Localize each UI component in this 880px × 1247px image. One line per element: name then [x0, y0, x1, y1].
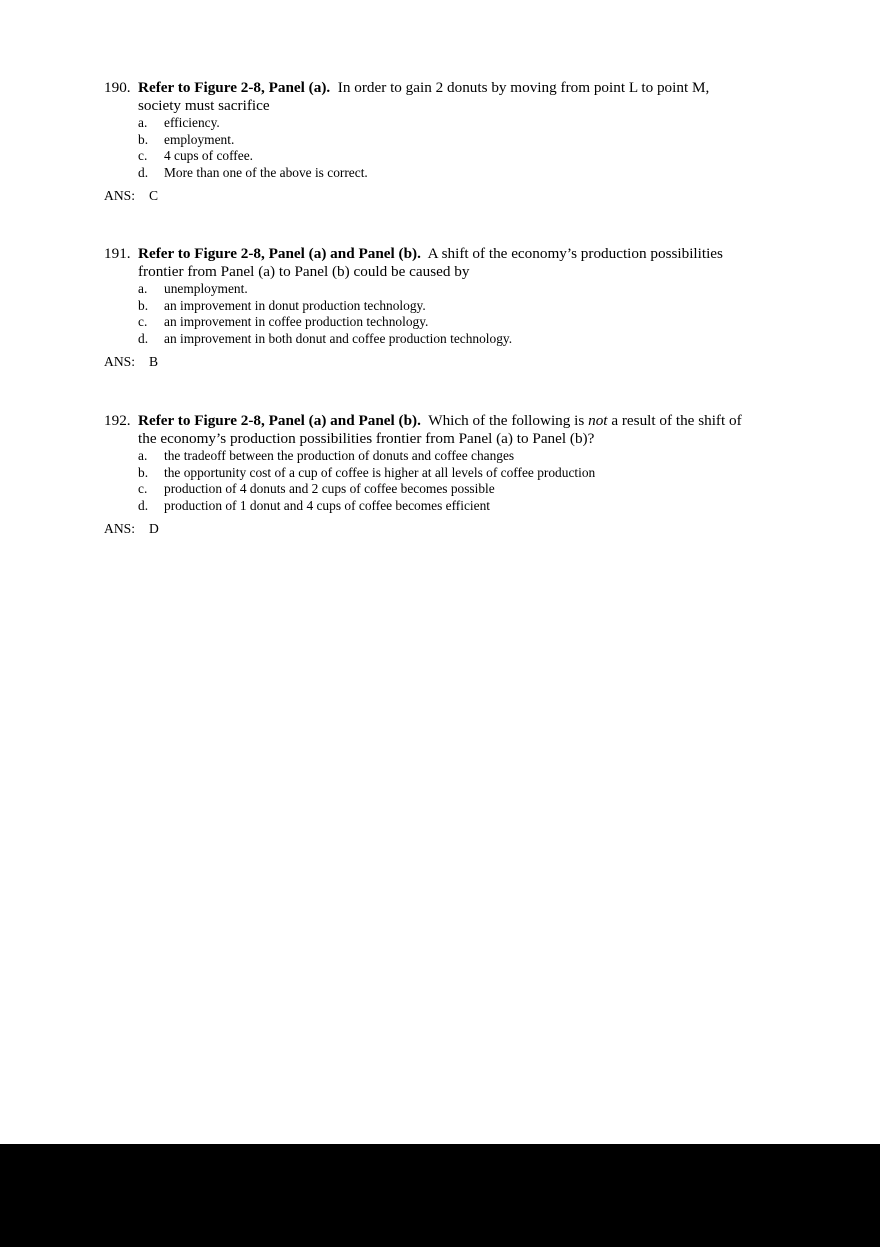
answer-value: C	[148, 188, 159, 204]
option-text: unemployment.	[164, 281, 248, 296]
option-a	[104, 281, 784, 298]
option-b	[104, 132, 784, 149]
option-letter: b.	[138, 297, 149, 313]
question-190	[104, 79, 784, 205]
option-text: an improvement in both donut and coffee production technology.	[164, 330, 513, 346]
option-text: the opportunity cost of a cup of coffee is higher at all levels of coffee production	[164, 464, 596, 480]
option-c	[104, 481, 784, 498]
option-a	[104, 448, 784, 465]
option-d	[104, 331, 784, 348]
option-b	[104, 465, 784, 482]
question-number: 190.	[104, 79, 131, 96]
option-text: production of 1 donut and 4 cups of coffee becomes efficient	[164, 497, 490, 513]
option-letter: b.	[138, 464, 149, 480]
option-text: More than one of the above is correct.	[164, 164, 368, 180]
answer-line	[104, 520, 784, 538]
question-stem	[104, 79, 784, 115]
question-text-line2: society must sacrifice	[138, 97, 270, 114]
question-number: 191.	[104, 245, 131, 262]
option-c	[104, 314, 784, 331]
option-letter: a.	[138, 115, 148, 130]
option-letter: a.	[138, 448, 148, 463]
option-letter: d.	[138, 164, 149, 180]
question-191	[104, 245, 784, 371]
option-text: an improvement in donut production technology.	[164, 297, 426, 313]
figure-reference: Refer to Figure 2-8, Panel (a).	[138, 79, 331, 96]
bottom-black-bar	[0, 1144, 880, 1247]
question-stem	[104, 245, 784, 281]
answer-label: ANS:	[104, 188, 135, 204]
answer-line	[104, 187, 784, 205]
option-d	[104, 165, 784, 182]
option-text: 4 cups of coffee.	[164, 148, 253, 164]
option-letter: b.	[138, 131, 149, 147]
question-text-line1-post: a result of the shift of	[611, 412, 742, 429]
question-text-line1-pre: Which of the following is	[428, 412, 585, 429]
answer-label: ANS:	[104, 521, 135, 537]
answer-options	[104, 281, 784, 347]
option-text: employment.	[164, 131, 235, 147]
option-letter: c.	[138, 481, 148, 497]
option-letter: c.	[138, 314, 148, 330]
question-text-line1: In order to gain 2 donuts by moving from point L to point M,	[337, 79, 710, 96]
option-text: the tradeoff between the production of donuts and coffee changes	[164, 448, 515, 463]
answer-line	[104, 353, 784, 371]
answer-label: ANS:	[104, 354, 135, 370]
option-a	[104, 115, 784, 132]
question-text-line2: the economy’s production possibilities frontier from Panel (a) to Panel (b)?	[138, 430, 595, 447]
answer-options	[104, 115, 784, 181]
question-192	[104, 412, 784, 538]
question-stem	[104, 412, 784, 448]
answer-options	[104, 448, 784, 514]
answer-value: B	[148, 354, 159, 370]
option-letter: d.	[138, 330, 149, 346]
option-text: efficiency.	[164, 115, 220, 130]
question-text-line1: A shift of the economy’s production possibilities	[427, 245, 723, 262]
option-text: production of 4 donuts and 2 cups of coffee becomes possible	[164, 481, 495, 497]
answer-value: D	[148, 521, 159, 537]
option-text: an improvement in coffee production technology.	[164, 314, 429, 330]
option-letter: d.	[138, 497, 149, 513]
figure-reference: Refer to Figure 2-8, Panel (a) and Panel (b).	[138, 245, 421, 262]
question-text-emphasis: not	[588, 412, 608, 429]
question-text-line2: frontier from Panel (a) to Panel (b) could be caused by	[138, 263, 470, 280]
option-d	[104, 498, 784, 515]
figure-reference: Refer to Figure 2-8, Panel (a) and Panel (b).	[138, 412, 421, 429]
question-number: 192.	[104, 412, 131, 429]
option-b	[104, 298, 784, 315]
option-letter: a.	[138, 281, 148, 296]
option-c	[104, 148, 784, 165]
option-letter: c.	[138, 148, 148, 164]
